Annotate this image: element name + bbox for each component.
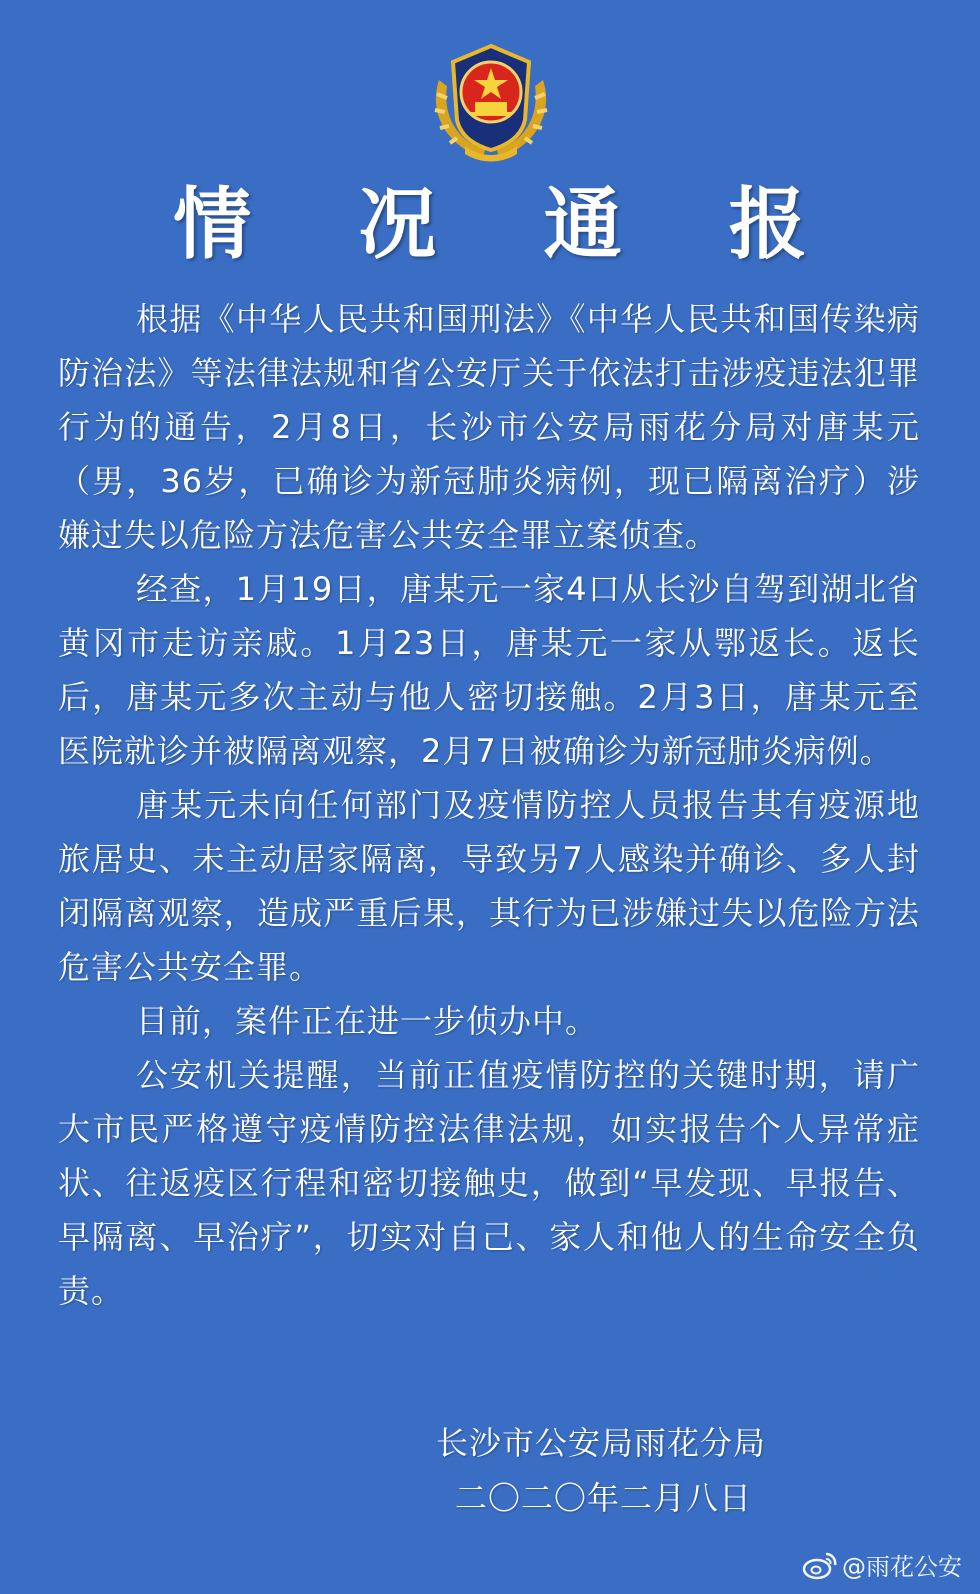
paragraph: 目前，案件正在进一步侦办中。 [136, 1002, 599, 1040]
signature-org: 长沙市公安局雨花分局 [436, 1424, 767, 1462]
paragraph: 公安机关提醒，当前正值疫情防控的关键时期，请广大市民严格遵守疫情防控法律法规，如实报告个人异常症状、往返疫区行程和密切接触史，做到“早发现、早报告、早隔离、早治疗”，切实对自己、家人和他人的生命安全负责。 [58, 1056, 920, 1310]
notice-body [58, 292, 920, 1318]
watermark [802, 1547, 962, 1582]
weibo-icon [802, 1550, 838, 1580]
paragraph: 唐某元未向任何部门及疫情防控人员报告其有疫源地旅居史、未主动居家隔离，导致另7人感染并确诊、多人封闭隔离观察，造成严重后果，其行为已涉嫌过失以危险方法危害公共安全罪。 [58, 786, 920, 986]
police-emblem-icon [425, 40, 557, 168]
signature-date: 二〇二〇年二月八日 [455, 1479, 753, 1517]
page-title: 情 况 通 报 [173, 180, 847, 270]
paragraph: 经查，1月19日，唐某元一家4口从长沙自驾到湖北省黄冈市走访亲戚。1月23日，唐某元一家从鄂返长。返长后，唐某元多次主动与他人密切接触。2月3日，唐某元至医院就诊并被隔离观察，2月7日被确诊为新冠肺炎病例。 [58, 570, 920, 770]
paragraph: 根据《中华人民共和国刑法》《中华人民共和国传染病防治法》等法律法规和省公安厅关于依法打击涉疫违法犯罪行为的通告，2月8日，长沙市公安局雨花分局对唐某元（男，36岁，已确诊为新冠肺炎病例，现已隔离治疗）涉嫌过失以危险方法危害公共安全罪立案侦查。 [58, 300, 920, 554]
watermark-text: @雨花公安 [842, 1553, 962, 1581]
